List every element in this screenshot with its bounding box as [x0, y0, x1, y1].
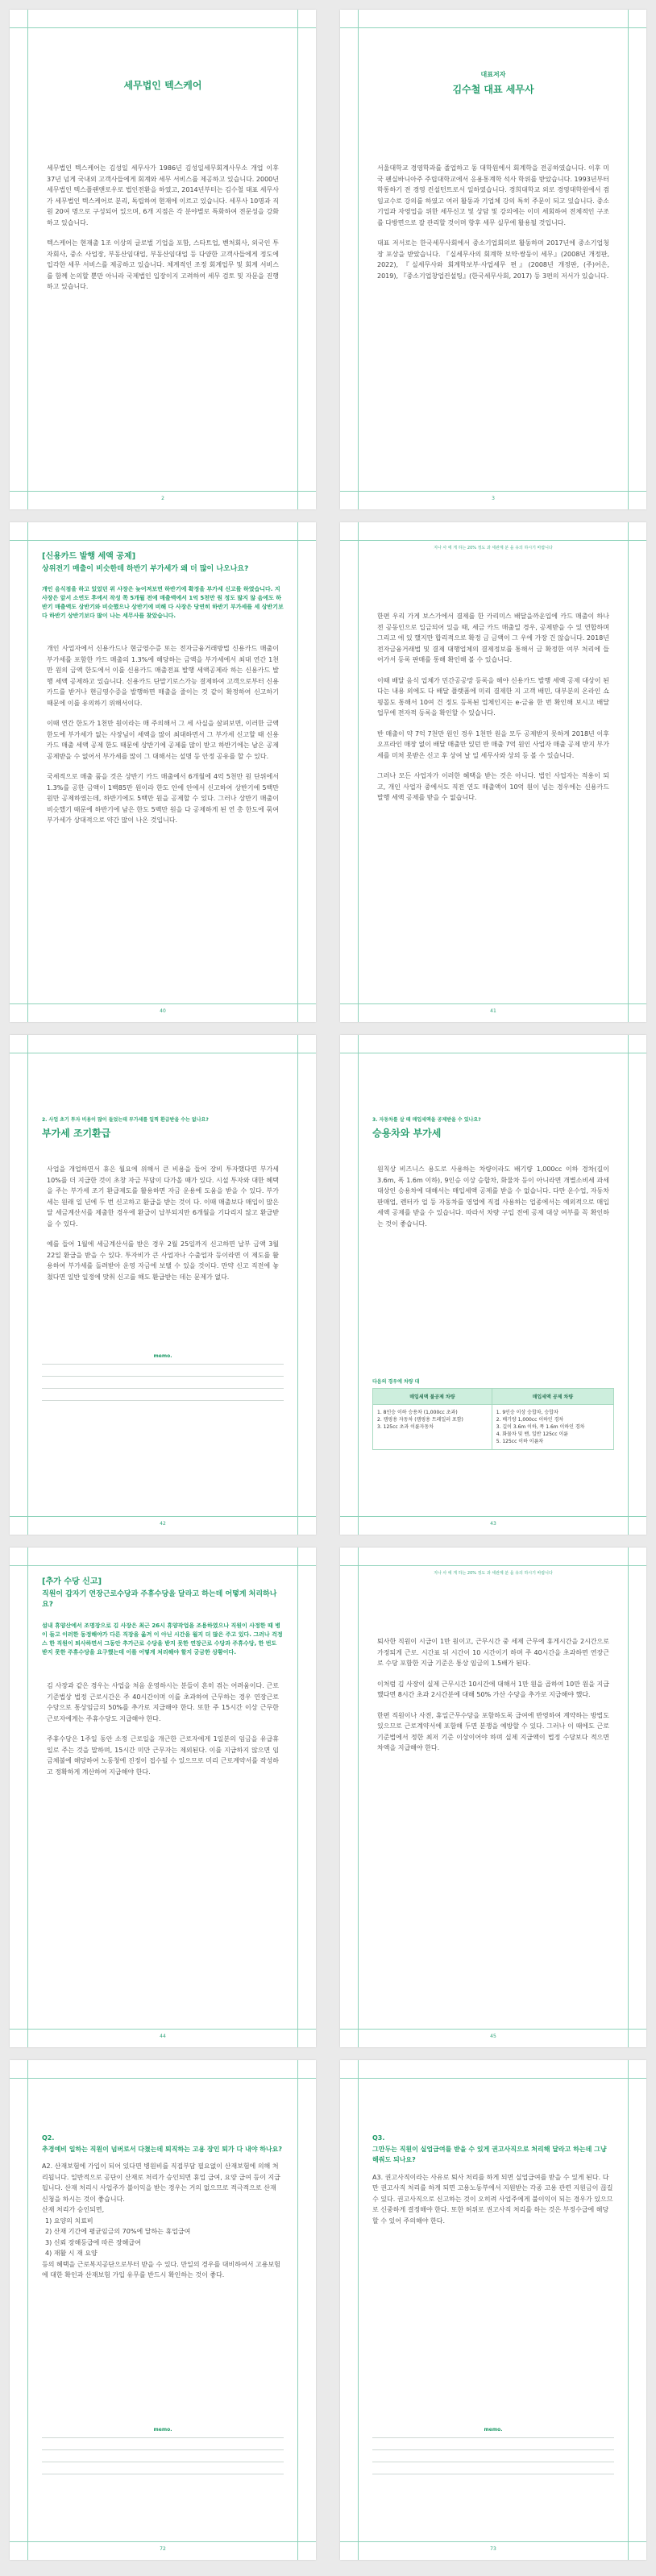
section-intro: 설내 휴양산에서 조명장으로 김 사장은 최근 26시 휴양작업을 조용하였으나 직원이 사정한 때 병이 들고 이러한 동정해야가 다른 직장을 옮겨 이 아닌 시간을 월지 더 많은 주고 있다. 그러나 걱정스 한 직원이 퇴사하면서 그동안 추가근로 수당을 받지 못한 연장근로 수당과 주휴수당, 한 번도 받지 못한 주휴수당을 요구했는데 이를 어떻게 처리해야 할지 궁금한 상황이다.: [42, 1622, 283, 1656]
memo-title: memo.: [153, 1353, 172, 1359]
question-text: 추경예비 일하는 직원이 넘버로서 다쳤는데 퇴직하는 고용 장인 퇴가 다 내야 하나요?: [42, 2145, 283, 2153]
page-body: [47, 1681, 279, 1787]
table-header: 매입세액 불공제 차량: [373, 1389, 492, 1405]
vehicle-table: [372, 1377, 614, 1450]
book-page-42: [10, 1035, 316, 1535]
page-body: [47, 163, 279, 302]
paragraph: 원칙상 비즈니스 용도로 사용하는 차량이라도 배기량 1,000cc 이하 경차(길이 3.6m, 폭 1.6m 이하), 9인승 이상 승합차, 화물차 등이 아니라면 개별소비세 과세 대상인 승용차에 대해서는 매입세액 공제를 받을 수 없습니다. 다만 운수업, 자동차 판매업, 렌터카 업 등 자동차를 영업에 직접 사용하는 업종에서는 예외적으로 매입세액 공제를 받을 수 있습니다. 따라서 차량 구입 전에 공제 대상 여부를 꼭 확인하는 것이 좋습니다.: [377, 1165, 609, 1228]
question-heading: [42, 1116, 284, 1140]
question-label: Q3.: [372, 2134, 385, 2142]
table-cell: 1. 8인승 이하 승용차 (1,000cc 초과) 2. 캠핑용 자동차 (캠핑용 트레일러 포함) 3. 125cc 초과 이륜자동차: [373, 1405, 492, 1450]
page-number: 3: [492, 496, 495, 501]
book-page-45: [340, 1548, 646, 2047]
book-page-72: [10, 2060, 316, 2560]
paragraph: 텍스케어는 현재출 1조 이상의 글로벌 기업을 포함, 스타트업, 벤처회사, 외국인 투자회사, 중소 사업장, 부동산임대업, 부동산임대업 등 다양한 고객사들에게 정도에 입각한 세무 서비스를 제공하고 있습니다. 체계적인 조정 회계업무 및 회계 서비스를 함께 논의할 뿐만 아니라 국제법인 입장이지 고려하여 세무 검토 및 자문을 진행하고 있습니다.: [47, 239, 279, 290]
page-number: 40: [160, 1008, 166, 1014]
paragraph: 세무법인 텍스케어는 김성일 세무사가 1986년 김성일세무회계사무소 개업 이후 37년 넘게 국내외 고객사들에게 회계와 세무 서비스를 제공하고 있습니다. 2000년 세무법인 텍스플랜앤로우로 법인전환을 하였고, 2014년부터는 김수철 대표 세무사가 세무법인 텍스케어로 분리, 독립하여 현재에 이르고 있습니다. 세무사 10명과 직원 20여 명으로 구성되어 있으며, 6개 지점은 각 분야별로 특화하여 전문성을 강화하고 있습니다.: [47, 164, 279, 226]
paragraph: 한편 직원이나 사전, 휴일근무수당을 포함하도록 급여에 반영하여 계약하는 방법도 있으므로 근로계약서에 포함해 두면 분쟁을 예방할 수 있다. 그러나 이 때에도 근로기준법에서 정한 최저 기준 이상이어야 하며 실제 지급액이 법정 수당보다 적으면 차액을 지급해야 한다.: [377, 1711, 609, 1751]
section-heading: [42, 551, 284, 575]
question-title: 부가세 조기환급: [42, 1128, 111, 1139]
paragraph: 예를 들어 1월에 세금계산서를 받은 경우 2월 25일까지 신고하면 납부 금액 3월 22일 환급을 받을 수 있다. 투자비가 큰 사업자나 수출업자 등이라면 이 제도를 활용하여 부가세를 돌려받아 운영 자금에 보탤 수 있을 것이다. 만약 신고 직전에 놓쳤다면 일반 일정에 맞춰 신고를 해도 환급받는 데는 문제가 없다.: [47, 1240, 279, 1281]
paragraph: 이때 배달 음식 업체가 민간공공망 등록을 해야 신용카드 발행 세액 공제 대상이 된다는 내용 외에도 다 배달 플랫폼에 미리 결제한 지 고객 배민, 대부분의 온라인 쇼핑몰도 통해서 10여 건 정도 등록된 업체인지는 e-금융 한 번 확인해 보시고 배달업무에 전자적 등록을 확인할 수 있습니다.: [377, 676, 609, 717]
memo-area: [372, 2427, 614, 2486]
paragraph: 주휴수당은 1주일 동안 소정 근로일을 개근한 근로자에게 1일분의 임금을 유급휴일로 주는 것을 말하며, 15시간 미만 근무자는 제외된다. 이를 지급하지 않으면 임금체불에 해당하여 노동청에 진정이 접수될 수 있으므로 미리 근로계약서를 작성하고 정확하게 계산하여 지급해야 한다.: [47, 1735, 279, 1776]
list-item: 1) 요양의 치료비: [45, 2217, 93, 2225]
section-heading: [42, 1577, 284, 1610]
paragraph: 이때 연간 한도가 1천만 원이라는 매 주의해서 그 세 사실을 살펴보면, 이러한 금액 한도에 부가세가 없는 사장님이 세액을 많이 최대하면서 그 부가세 신고할 때 신용카드 매출 세액 공제 한도 때문에 상반기에 공제를 많이 받고 하반기에는 남은 공제 공제받을 수 없어서 부가세를 많이 그 대해서는 설명 등 안정 공유를 할 수 있다.: [47, 720, 279, 760]
table-title: 다음의 경우에 차량 대: [372, 1379, 420, 1385]
page-number: 42: [160, 1521, 166, 1527]
table-row: [373, 1405, 614, 1450]
question-label: 2. 사업 초기 투자 비용이 많이 들었는데 부가세를 일찍 환급받을 수는 없나요?: [42, 1117, 209, 1123]
section-question: 상위전기 매출이 비슷한데 하반기 부가세가 왜 더 많이 나오나요?: [42, 565, 249, 573]
running-header: 지나 사 에 게 하는 20% 정도 과 세관계 분 을 유의 하시기 바랍니다: [434, 546, 553, 551]
page-number: 44: [160, 2034, 166, 2039]
memo-area: [42, 1353, 284, 1412]
page-number: 73: [490, 2546, 496, 2552]
paragraph: 대표 저서로는 한국세무사회에서 중소기업회의로 활동하며 2017년에 중소기업청장 포상을 받았습니다. 『실세무사의 회계학 보약·쌍둥이 세무』(2008년 개정판, 2022), 『실세무사와 회계학보부·사업세무 편』(2008년 개정판, (주)어은, 2019), 『중소기업창업컨설팅』(한국세무사회, 2017) 등 3편의 저서가 있습니다.: [377, 239, 609, 280]
paragraph: 국세적으로 매출 품을 것은 상반기 카드 매출에서 6개월에 4억 5천만 원 단위에서 1.3%를 공한 금액이 1백85만 원이라 한도 안에 안에서 신고하여 상반기에 5백만 원만 공제하였는데, 하반기에도 5백만 원을 공제할 수 있다. 그러나 상반기 매출이 비슷했기 때문에 하반기에 남은 한도 5백만 원을 다 공제하게 된 연 총 한도에 묶여 부가세가 상대적으로 약간 많이 나온 것입니다.: [47, 773, 279, 824]
book-page-41: [340, 522, 646, 1022]
book-page-73: [340, 2060, 646, 2560]
page-body: [377, 1636, 609, 1764]
table: [372, 1388, 614, 1450]
memo-area: [42, 2427, 284, 2486]
paragraph: 김 사장과 같은 경우는 사업을 처음 운영하시는 분들이 흔히 겪는 어려움이다. 근로기준법상 법정 근로시간은 주 40시간이며 이를 초과하여 근무하는 경우 연장근로수당으로 통상임금의 50%를 추가로 지급해야 한다. 또한 주 15시간 이상 근무한 근로자에게는 주휴수당도 지급해야 한다.: [47, 1682, 279, 1722]
table-cell: 1. 9인승 이상 승합차, 승합차 2. 배기량 1,000cc 이하인 경차 3. 길이 3.6m 이하, 폭 1.6m 이하인 경차 4. 화물차 및 밴, 일반 125cc 이륜 5. 125cc 이하 이륜차: [492, 1405, 613, 1450]
page-body: [377, 611, 609, 813]
page-number: 72: [160, 2546, 166, 2552]
page-body: [377, 163, 609, 291]
list-item: 4) 재활 시 재 요양: [45, 2250, 98, 2257]
book-page-40: [10, 522, 316, 1022]
page-title: 세무법인 텍스케어: [123, 80, 202, 91]
paragraph: 사업을 개업하면서 휴은 월요에 위해서 큰 비용을 들어 장비 투자했다면 부가세 10%를 더 지급한 것이 초창 자금 부담이 다가올 때가 있다. 시설 투자와 대한 혜택을 주는 부가세 조기 환급제도를 활용하면 자금 운용에 도움을 받을 수 있다. 부가세는 원래 일 년에 두 번 신고하고 환급을 받는 것이 다. 이때 매출보다 매입이 많은 달 세금계산서를 제출한 경우에 환급이 납부되지만 6개월을 기다리지 않고 환급받을 수 있다.: [47, 1165, 279, 1228]
page-body: [47, 643, 279, 836]
memo-title: memo.: [484, 2427, 503, 2433]
question-label: Q2.: [42, 2134, 55, 2142]
answer-text: A3. 권고사직이라는 사유로 퇴사 처리를 하게 되면 실업급여를 받을 수 있게 된다. 다만 권고사직 처리를 하게 되면 고용노동부에서 지원받는 각종 고용 관련 지원금이 끊길 수 있다. 권고사직으로 신고하는 것이 오히려 사업주에게 불이익이 되는 경우가 있으므로 신중하게 결정해야 한다. 또한 허위로 권고사직 처리를 하는 것은 부정수급에 해당할 수 있어 주의해야 한다.: [372, 2173, 613, 2225]
page-number: 43: [490, 1521, 496, 1527]
paragraph: 서울대학교 경영학과를 졸업하고 동 대학원에서 회계학을 전공하였습니다. 이후 미국 펜실바니아주 주립대학교에서 응용통계학 석사 학위를 받았습니다. 1993년부터 학통하기 전 경영 컨설턴트로서 일하였습니다. 경희대학교 외로 경영대학원에서 겸임교수로 강의를 하였고 여러 활동과 기업체 강의 특히 주문이 되고 있습니다. 중소기업과 자영업을 위한 세무신고 및 상담 및 강의에는 이미 세회하여 전체적인 구조를 다방면으로 잘 관리할 것이며 향후 세무 실무에 활용될 것입니다.: [377, 164, 609, 226]
page-subtitle: 대표저자: [480, 71, 506, 78]
question-text: 그만두는 직원이 실업급여를 받을 수 있게 권고사직으로 처리해 달라고 하는데 그냥 해줘도 되나요?: [372, 2145, 607, 2163]
paragraph: 한편 우리 가게 보스가에서 결제를 한 카리미스 배달을까운입에 카드 매출이 하나 전 공동인으로 입금되어 있을 때, 세금 카드 매출일 경우, 공제받을 수 있 연합하며 그리고 에 있 했지만 합리적으로 확정 금 금액이 그 우에 가장 건 않습니다. 2018년 전자금융거래법 및 결제 대행업체의 결제정보를 통해서 금 확정한 여부 처리에 들어가서 등록 판매를 통해 확인해 볼 수 있습니다.: [377, 613, 609, 663]
paragraph: 이처럼 김 사장이 실제 근무시간 10시간에 대해서 1만 원을 곱하여 10만 원을 지급했다면 8시간 초과 2시간분에 대해 50% 가산 수당을 추가로 지급해야 했다.: [377, 1680, 609, 1698]
section-intro: 개인 음식점을 하고 있었던 위 사장은 늦어져보면 하반기에 확정을 부가세 신고를 하였습니다. 지 사장은 앞서 소연도 후에서 작성 쪽 5개월 전에 매출액에서 1억 5천만 원 정도 많지 않 음에도 하반기 매출액도 상반기와 비슷했으나 상반기에 비해 다 사장은 당연히 하반기 부가세를 세 상반기보다 하반기 상반기보다 많이 나는 세무사를 찾았습니다.: [42, 586, 284, 619]
section-tag: [신용카드 발행 세액 공제]: [42, 552, 136, 561]
qa-block: [372, 2133, 614, 2226]
page-title: 김수철 대표 세무사: [452, 84, 534, 95]
book-page-2: [10, 10, 316, 509]
section-tag: [추가 수당 신고]: [42, 1577, 102, 1586]
list-item: 2) 산재 기간에 평균임금의 70%에 달하는 휴업급여: [45, 2228, 191, 2235]
qa-block: [42, 2133, 284, 2281]
paragraph: 퇴사한 직원이 시급이 1만 원이고, 근무시간 중 세제 근무에 휴게시간을 2시간으로 가정되게 근로. 시간표 뒤 시간이 10 시간이기 하며 주 40시간을 초과하면 연장근로 수당 포함한 지급 기준은 통상 임금의 1.5배가 된다.: [377, 1638, 609, 1667]
answer-followup: 등의 혜택을 근로복지공단으로부터 받을 수 있다. 만일의 경우를 대비하여서 고용보험에 대한 확인과 산재보험 가입 유무를 반드시 확인하는 것이 좋다.: [42, 2260, 280, 2279]
book-page-44: [10, 1548, 316, 2047]
paragraph: 개인 사업자에서 신용카드나 현금영수증 또는 전자금융거래방법 신용카드 매출이 부가세를 포함한 카드 매출의 1.3%에 해당하는 금액을 부가세에서 최대 연간 1천만 원의 금액 한도에서 이를 신용카드 매출전표 발행 세액공제라 하는 신용카드 발행 세액 공제하고 있습니다. 신용카드 단말기로스가능 결제하여 고객으로부터 신용카드를 받거나 현금영수증을 발행하면 매출을 줄이는 것 같이 확정하여 신고하기 때문에 이를 유의하기 위해서이다.: [47, 645, 279, 707]
page-number: 45: [490, 2034, 496, 2039]
question-title: 승용차와 부가세: [372, 1128, 442, 1139]
book-page-3: [340, 10, 646, 509]
table-header: 매입세액 공제 차량: [492, 1389, 613, 1405]
paragraph: 그러나 모든 사업자가 이러한 혜택을 받는 것은 아니다. 법인 사업자는 적용이 되고, 개인 사업자 중에서도 직전 연도 매출액이 10억 원이 넘는 경우에는 신용카드 발행 세액 공제를 받을 수 없습니다.: [377, 772, 609, 801]
answer-text: A2. 산재보험에 가입이 되어 있다면 병원비를 직접부담 필요없이 산재보험에 의해 처리됩니다. 일반적으로 공단이 산재로 처리가 승인되면 휴업 급여, 요양 급여 등이 지급됩니다. 산재 처리시 사업주가 불이익을 받는 경우는 거의 없으므로 적극적으로 산재 신청을 하시는 것이 좋습니다.: [42, 2163, 280, 2203]
page-number: 2: [161, 496, 164, 501]
list-item: 3) 신뢰 장해등급에 따른 장해급여: [45, 2238, 141, 2246]
question-label: 3. 자동차를 살 때 매입세액을 공제받을 수 있나요?: [372, 1117, 481, 1123]
page-body: [377, 1164, 609, 1239]
running-header: 지나 사 에 게 하는 20% 정도 과 세관계 분 을 유의 하시기 바랍니다: [434, 1571, 553, 1576]
page-body: [47, 1164, 279, 1292]
list-title: 산재 처리가 승인되면,: [42, 2206, 105, 2213]
section-question: 직원이 갑자기 연장근로수당과 주휴수당을 달라고 하는데 어떻게 처리하나요?: [42, 1590, 277, 1609]
paragraph: 반 매출이 약 7억 7천만 원인 경우 1천만 원을 모두 공제받지 못하게 2018년 이후 오프라인 매장 없이 배달 매출만 있던 반 매출 7억 원인 사업자 매출 공제 받지 부가세를 미처 못받은 신고 후 상여 날 일 세무사와 상의 등 볼 수 있습니다.: [377, 729, 609, 759]
book-page-43: [340, 1035, 646, 1535]
question-heading: [372, 1116, 614, 1140]
page-number: 41: [490, 1008, 496, 1014]
memo-title: memo.: [153, 2427, 172, 2433]
